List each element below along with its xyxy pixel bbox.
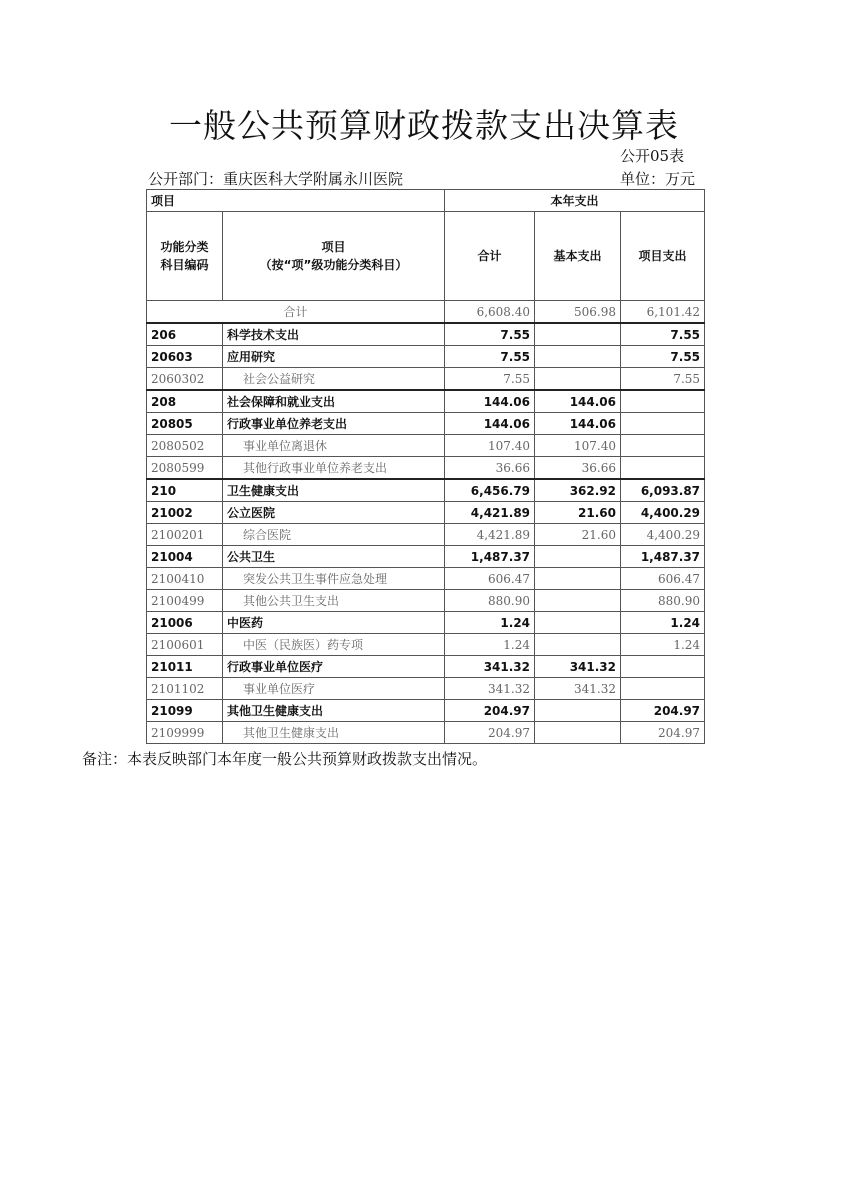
row-total: 6,456.79 bbox=[445, 479, 535, 502]
row-code: 2100499 bbox=[147, 590, 223, 612]
row-code: 2100201 bbox=[147, 524, 223, 546]
row-total: 36.66 bbox=[445, 457, 535, 480]
row-name: 应用研究 bbox=[223, 346, 445, 368]
row-total: 341.32 bbox=[445, 678, 535, 700]
header-total: 合计 bbox=[445, 212, 535, 301]
row-name: 科学技术支出 bbox=[223, 323, 445, 346]
row-project: 606.47 bbox=[621, 568, 705, 590]
table-row bbox=[147, 368, 705, 391]
header-name bbox=[223, 212, 445, 301]
header-code-line2: 科目编码 bbox=[160, 258, 209, 272]
row-basic: 144.06 bbox=[535, 413, 621, 435]
row-code: 2080599 bbox=[147, 457, 223, 480]
row-code: 2109999 bbox=[147, 722, 223, 744]
row-total: 144.06 bbox=[445, 413, 535, 435]
table-row bbox=[147, 678, 705, 700]
row-name: 公共卫生 bbox=[223, 546, 445, 568]
row-code: 210 bbox=[147, 479, 223, 502]
table-row bbox=[147, 435, 705, 457]
table-row bbox=[147, 634, 705, 656]
row-name: 中医（民族医）药专项 bbox=[223, 634, 445, 656]
header-name-line1: 项目 bbox=[321, 240, 346, 254]
row-total: 1,487.37 bbox=[445, 546, 535, 568]
row-basic bbox=[535, 634, 621, 656]
row-basic bbox=[535, 722, 621, 744]
row-name: 行政事业单位养老支出 bbox=[223, 413, 445, 435]
row-basic bbox=[535, 323, 621, 346]
row-code: 21099 bbox=[147, 700, 223, 722]
table-body bbox=[147, 190, 705, 744]
row-name: 行政事业单位医疗 bbox=[223, 656, 445, 678]
row-total: 7.55 bbox=[445, 346, 535, 368]
footnote: 备注：本表反映部门本年度一般公共预算财政拨款支出情况。 bbox=[82, 750, 488, 768]
row-basic bbox=[535, 568, 621, 590]
header-this-year: 本年支出 bbox=[445, 190, 705, 212]
total-project: 6,101.42 bbox=[621, 301, 705, 324]
row-name: 其他行政事业单位养老支出 bbox=[223, 457, 445, 480]
header-item: 项目 bbox=[147, 190, 445, 212]
table-row bbox=[147, 568, 705, 590]
total-basic: 506.98 bbox=[535, 301, 621, 324]
row-code: 206 bbox=[147, 323, 223, 346]
row-project: 7.55 bbox=[621, 368, 705, 391]
header-row-sub bbox=[147, 212, 705, 301]
row-name: 社会公益研究 bbox=[223, 368, 445, 391]
table-row bbox=[147, 546, 705, 568]
row-basic: 107.40 bbox=[535, 435, 621, 457]
row-code: 2101102 bbox=[147, 678, 223, 700]
row-project: 4,400.29 bbox=[621, 524, 705, 546]
row-basic: 144.06 bbox=[535, 390, 621, 413]
table-row bbox=[147, 479, 705, 502]
row-project: 4,400.29 bbox=[621, 502, 705, 524]
row-basic bbox=[535, 590, 621, 612]
row-total: 7.55 bbox=[445, 323, 535, 346]
row-basic bbox=[535, 612, 621, 634]
header-code-line1: 功能分类 bbox=[160, 240, 209, 254]
row-code: 21006 bbox=[147, 612, 223, 634]
row-name: 中医药 bbox=[223, 612, 445, 634]
table-row bbox=[147, 413, 705, 435]
row-total: 606.47 bbox=[445, 568, 535, 590]
row-basic: 36.66 bbox=[535, 457, 621, 480]
row-total: 1.24 bbox=[445, 612, 535, 634]
row-code: 2080502 bbox=[147, 435, 223, 457]
row-project: 204.97 bbox=[621, 722, 705, 744]
department-label: 公开部门：重庆医科大学附属永川医院 bbox=[148, 170, 404, 188]
row-project: 1.24 bbox=[621, 634, 705, 656]
table-row bbox=[147, 656, 705, 678]
row-project bbox=[621, 390, 705, 413]
row-code: 2100601 bbox=[147, 634, 223, 656]
table-row bbox=[147, 457, 705, 480]
row-name: 其他卫生健康支出 bbox=[223, 700, 445, 722]
row-name: 其他卫生健康支出 bbox=[223, 722, 445, 744]
row-total: 107.40 bbox=[445, 435, 535, 457]
row-code: 20805 bbox=[147, 413, 223, 435]
row-total: 341.32 bbox=[445, 656, 535, 678]
row-project bbox=[621, 457, 705, 480]
row-name: 综合医院 bbox=[223, 524, 445, 546]
row-basic bbox=[535, 368, 621, 391]
page-title: 一般公共预算财政拨款支出决算表 bbox=[169, 106, 679, 145]
table-row bbox=[147, 590, 705, 612]
unit-label: 单位：万元 bbox=[620, 170, 696, 188]
form-number: 公开05表 bbox=[620, 147, 685, 165]
row-total: 204.97 bbox=[445, 722, 535, 744]
row-project: 880.90 bbox=[621, 590, 705, 612]
row-code: 21011 bbox=[147, 656, 223, 678]
expenditure-table bbox=[146, 189, 705, 744]
row-name: 事业单位离退休 bbox=[223, 435, 445, 457]
row-name: 突发公共卫生事件应急处理 bbox=[223, 568, 445, 590]
row-name: 其他公共卫生支出 bbox=[223, 590, 445, 612]
row-name: 事业单位医疗 bbox=[223, 678, 445, 700]
header-project: 项目支出 bbox=[621, 212, 705, 301]
row-total: 204.97 bbox=[445, 700, 535, 722]
row-basic bbox=[535, 700, 621, 722]
row-basic: 21.60 bbox=[535, 524, 621, 546]
row-code: 21002 bbox=[147, 502, 223, 524]
row-project bbox=[621, 435, 705, 457]
row-name: 社会保障和就业支出 bbox=[223, 390, 445, 413]
row-total: 4,421.89 bbox=[445, 524, 535, 546]
row-total: 1.24 bbox=[445, 634, 535, 656]
table-row bbox=[147, 346, 705, 368]
row-total: 4,421.89 bbox=[445, 502, 535, 524]
row-basic: 341.32 bbox=[535, 656, 621, 678]
row-basic bbox=[535, 346, 621, 368]
row-code: 2060302 bbox=[147, 368, 223, 391]
header-row-top bbox=[147, 190, 705, 212]
row-basic bbox=[535, 546, 621, 568]
row-project: 6,093.87 bbox=[621, 479, 705, 502]
row-basic: 21.60 bbox=[535, 502, 621, 524]
table-row bbox=[147, 700, 705, 722]
row-code: 20603 bbox=[147, 346, 223, 368]
row-project: 7.55 bbox=[621, 346, 705, 368]
row-code: 21004 bbox=[147, 546, 223, 568]
table-row bbox=[147, 722, 705, 744]
header-code bbox=[147, 212, 223, 301]
table-row bbox=[147, 390, 705, 413]
row-name: 卫生健康支出 bbox=[223, 479, 445, 502]
table-row bbox=[147, 323, 705, 346]
row-project: 1.24 bbox=[621, 612, 705, 634]
row-code: 2100410 bbox=[147, 568, 223, 590]
row-basic: 341.32 bbox=[535, 678, 621, 700]
row-project bbox=[621, 678, 705, 700]
header-basic: 基本支出 bbox=[535, 212, 621, 301]
row-total: 880.90 bbox=[445, 590, 535, 612]
row-code: 208 bbox=[147, 390, 223, 413]
table-row bbox=[147, 502, 705, 524]
row-project: 1,487.37 bbox=[621, 546, 705, 568]
row-total: 144.06 bbox=[445, 390, 535, 413]
table-row bbox=[147, 612, 705, 634]
row-project bbox=[621, 656, 705, 678]
row-name: 公立医院 bbox=[223, 502, 445, 524]
table-row bbox=[147, 524, 705, 546]
row-project bbox=[621, 413, 705, 435]
total-label: 合计 bbox=[147, 301, 445, 324]
row-basic: 362.92 bbox=[535, 479, 621, 502]
row-project: 7.55 bbox=[621, 323, 705, 346]
total-row bbox=[147, 301, 705, 324]
row-total: 7.55 bbox=[445, 368, 535, 391]
header-name-line2: （按“项”级功能分类科目） bbox=[259, 258, 408, 272]
total-amount: 6,608.40 bbox=[445, 301, 535, 324]
row-project: 204.97 bbox=[621, 700, 705, 722]
